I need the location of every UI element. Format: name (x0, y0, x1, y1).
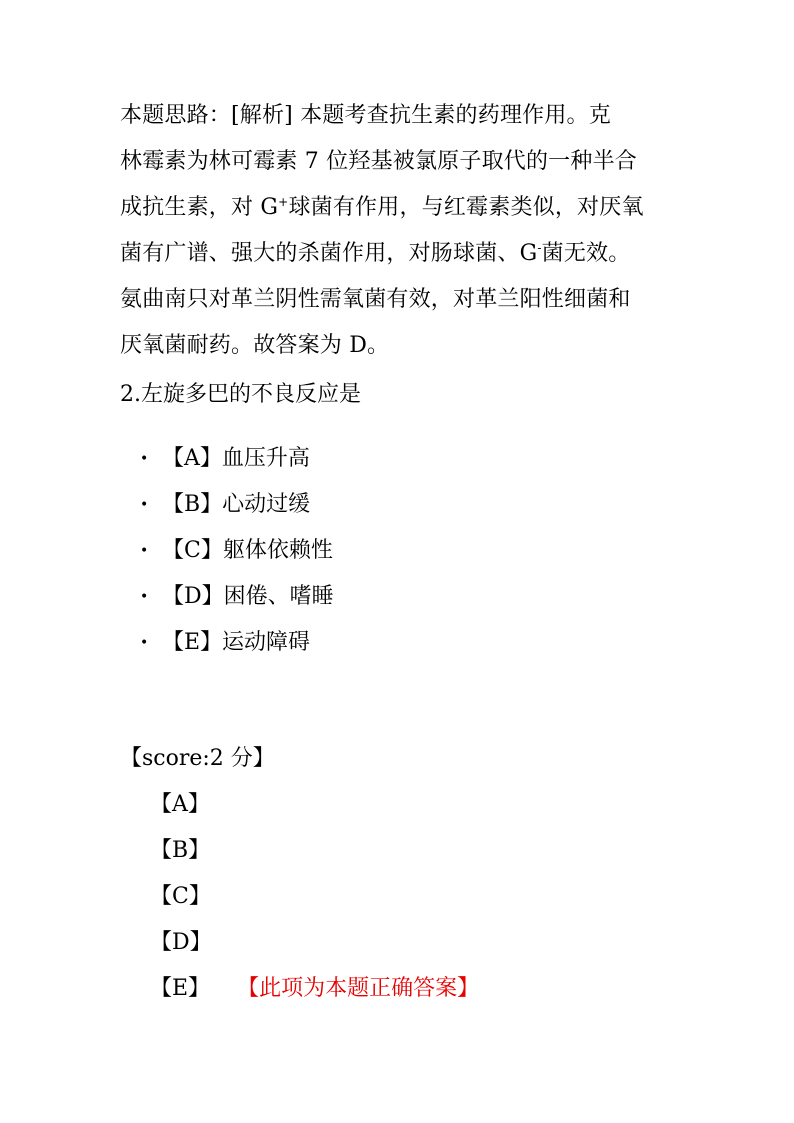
bullet-icon: • (140, 451, 149, 467)
question-text: 2.左旋多巴的不良反应是 (120, 382, 361, 407)
analysis-line: 厌氧菌耐药。故答案为 D。 (120, 333, 390, 358)
analysis-line (120, 231, 680, 277)
superscript: - (537, 241, 542, 255)
option-item (140, 528, 334, 574)
analysis-paragraph (120, 93, 680, 369)
answer-item: 【B】 (150, 838, 211, 863)
answer-item (150, 966, 479, 1012)
option-item (140, 436, 334, 482)
answer-item: 【C】 (150, 884, 211, 909)
option-label: 【B】心动过缓 (162, 492, 311, 517)
bullet-icon: • (140, 543, 149, 559)
option-label: 【E】运动障碍 (162, 630, 311, 655)
correct-answer-note: 【此项为本题正确答案】 (248, 976, 480, 1001)
answer-label: 【E】 (150, 976, 211, 1001)
option-item (140, 574, 334, 620)
option-list (140, 436, 334, 666)
superscript: + (278, 195, 289, 209)
bullet-icon: • (140, 635, 149, 651)
analysis-line: 林霉素为林可霉素 7 位羟基被氯原子取代的一种半合 (120, 149, 637, 174)
analysis-line (120, 185, 680, 231)
option-label: 【A】血压升高 (162, 446, 310, 471)
analysis-text: 菌无效。 (541, 241, 631, 266)
bullet-icon: • (140, 589, 149, 605)
bullet-icon: • (140, 497, 149, 513)
score-label: 【score:2 分】 (120, 746, 275, 771)
option-label: 【D】困倦、嗜睡 (162, 584, 334, 609)
answer-list (150, 782, 479, 1012)
analysis-line: 氨曲南只对革兰阴性需氧菌有效，对革兰阳性细菌和 (120, 287, 631, 312)
answer-item: 【D】 (150, 930, 212, 955)
analysis-text: 成抗生素，对 G (120, 195, 279, 220)
answer-item: 【A】 (150, 792, 210, 817)
option-label: 【C】躯体依赖性 (162, 538, 333, 563)
analysis-text: 球菌有作用，与红霉素类似，对厌氧 (288, 195, 644, 220)
option-item (140, 482, 334, 528)
analysis-text: 菌有广谱、强大的杀菌作用，对肠球菌、G (120, 241, 538, 266)
option-item (140, 620, 334, 666)
analysis-line: 本题思路：[解析] 本题考查抗生素的药理作用。克 (120, 103, 611, 128)
